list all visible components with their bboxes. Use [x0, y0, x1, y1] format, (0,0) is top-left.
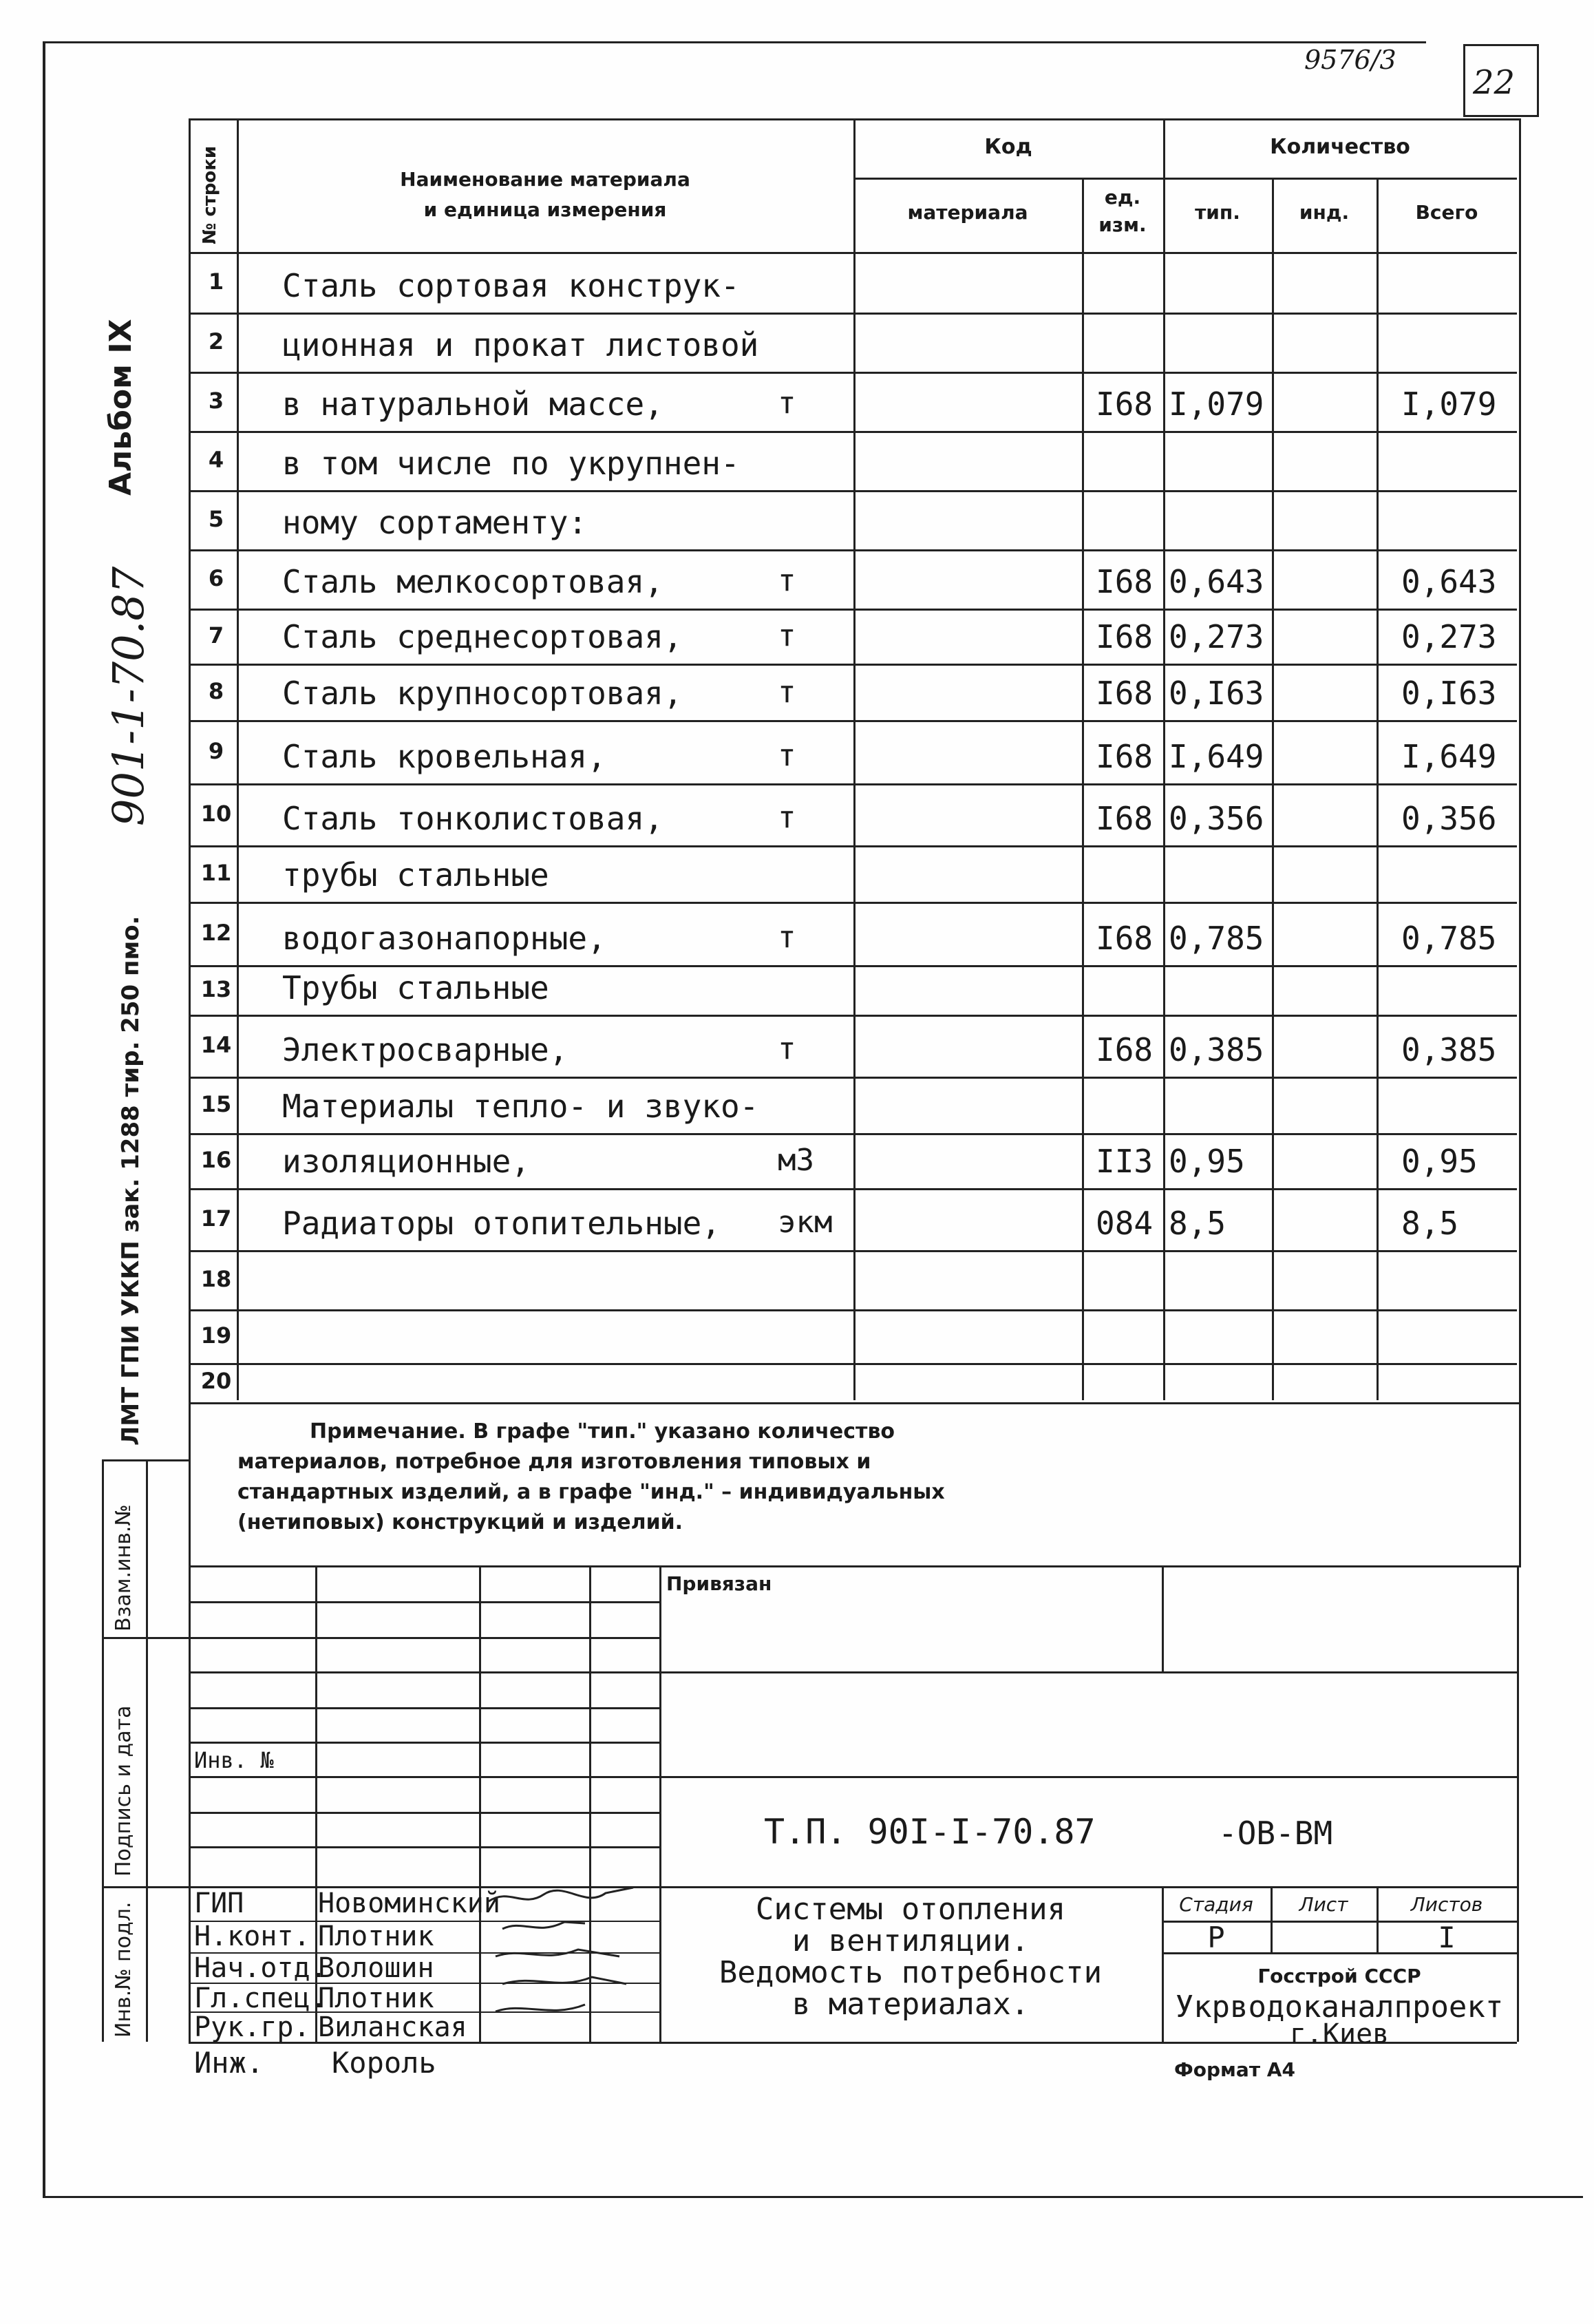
document-suffix: -ОВ-ВМ [1218, 1815, 1333, 1852]
row-unit: т [778, 738, 796, 773]
title-line1: Системы отопления [755, 1892, 1066, 1927]
staff-role: Гл.спец. [194, 1983, 327, 2014]
col-divider-typ [1272, 178, 1274, 1400]
staff-name: Король [332, 2046, 436, 2080]
row-qty-typ: I,649 [1169, 738, 1264, 775]
row-divider [189, 372, 1517, 374]
row-unit-code: I68 [1096, 618, 1154, 655]
header-unit-line2: изм. [1098, 213, 1147, 236]
col-divider-material [1082, 178, 1084, 1400]
row-number: 8 [208, 678, 224, 704]
row-qty-typ: 0,273 [1169, 618, 1264, 655]
stamp-vline [1162, 1565, 1164, 1671]
header-total: Всего [1415, 201, 1478, 224]
row-number: 15 [200, 1091, 232, 1117]
stamp-vline [479, 1565, 481, 2042]
row-divider [189, 609, 1517, 611]
row-unit-code: I68 [1096, 563, 1154, 600]
header-code: Код [984, 135, 1032, 159]
row-unit: т [778, 618, 796, 653]
staff-name: Виланская [318, 2011, 467, 2043]
row-number: 4 [208, 447, 224, 473]
side-strip-left [102, 1459, 104, 2042]
side-strip-top [102, 1459, 189, 1461]
row-number: 13 [200, 976, 232, 1002]
row-divider [189, 664, 1517, 666]
header-name-line2: и единица измерения [423, 198, 667, 221]
row-qty-total: 0,I63 [1401, 675, 1497, 712]
note-line2: материалов, потребное для изготовления типовых и [237, 1450, 871, 1474]
header-bottom-line [189, 252, 1517, 254]
row-qty-total: 0,95 [1401, 1143, 1478, 1180]
row-qty-total: I,649 [1401, 738, 1497, 775]
col-divider-ind [1377, 178, 1379, 1400]
row-number: 2 [208, 328, 224, 355]
top-border [43, 41, 1426, 43]
row-qty-total: I,079 [1401, 385, 1497, 423]
org-line2: Укрводоканалпроект [1175, 1989, 1504, 2025]
row-unit: т [778, 1031, 796, 1066]
row-number: 9 [208, 738, 224, 764]
note-line3: стандартных изделий, а в графе "инд." – индивидуальных [237, 1480, 945, 1504]
side-series: 901-1-70.87 [103, 566, 153, 826]
header-name-line1: Наименование материала [400, 168, 690, 191]
row-qty-total: 0,356 [1401, 800, 1497, 837]
row-qty-typ: 0,643 [1169, 563, 1264, 600]
row-divider [189, 549, 1517, 551]
row-number: 1 [208, 268, 224, 295]
row-number: 19 [200, 1322, 232, 1349]
row-qty-total: 0,273 [1401, 618, 1497, 655]
side-inventory: ЛМТ ГПИ УККП зак. 1288 тир. 250 пмо. [117, 916, 145, 1446]
row-number: 16 [200, 1147, 232, 1173]
col-divider-name [853, 118, 856, 1400]
row-unit: т [778, 563, 796, 598]
row-name: Сталь крупносортовая, [282, 675, 683, 712]
row-number: 20 [200, 1368, 232, 1394]
row-number: 10 [200, 801, 232, 827]
row-unit: м3 [778, 1143, 814, 1178]
row-divider [189, 845, 1517, 847]
row-qty-total: 0,643 [1401, 563, 1497, 600]
row-name: Трубы стальные [282, 969, 549, 1006]
row-divider [189, 720, 1517, 722]
stage-value: Р [1207, 1921, 1225, 1954]
row-divider [189, 490, 1517, 492]
note-line4: (нетиповых) конструкций и изделий. [237, 1510, 683, 1534]
sheets-value: I [1438, 1921, 1456, 1954]
row-name: в том числе по укрупнен- [282, 445, 740, 482]
org-line3: г.Киев [1289, 2018, 1390, 2050]
row-number: 6 [208, 565, 224, 591]
row-name: водогазонапорные, [282, 920, 606, 957]
row-unit: т [778, 920, 796, 955]
row-qty-typ: 0,356 [1169, 800, 1264, 837]
row-name: Сталь тонколистовая, [282, 800, 663, 837]
row-divider [189, 902, 1517, 904]
col-divider-code [1163, 118, 1165, 1400]
row-unit-code: I68 [1096, 385, 1154, 423]
row-name: Сталь сортовая конструк- [282, 267, 740, 304]
stamp-line [189, 1776, 1517, 1778]
row-number: 12 [200, 920, 232, 946]
row-divider [189, 1077, 1517, 1079]
header-typ: тип. [1195, 201, 1240, 224]
row-name: Сталь кровельная, [282, 738, 606, 775]
side-podpis-data: Подпись и дата [111, 1705, 136, 1877]
row-unit: т [778, 800, 796, 835]
staff-role: Инж. [194, 2046, 264, 2080]
signatures-drawing [482, 1881, 688, 2046]
row-name: в натуральной массе, [282, 385, 663, 423]
staff-name: Волошин [318, 1952, 434, 1984]
staff-name: Плотник [318, 1921, 434, 1952]
row-qty-total: 0,385 [1401, 1031, 1497, 1068]
row-number: 18 [200, 1266, 232, 1292]
archive-number: 9576/3 [1304, 45, 1396, 75]
staff-role: ГИП [194, 1888, 244, 1919]
stage-label: Стадия [1179, 1893, 1253, 1916]
row-divider [189, 431, 1517, 433]
side-album: Альбом IX [103, 319, 138, 496]
row-number: 14 [200, 1032, 232, 1058]
side-strip-mid [146, 1459, 148, 2042]
header-mid-line [853, 178, 1517, 180]
header-material: материала [907, 201, 1028, 224]
side-vzam-inv: Взам.инв.№ [111, 1504, 136, 1631]
inv-label: Инв. № [194, 1747, 274, 1773]
row-qty-typ: 8,5 [1169, 1205, 1226, 1242]
row-qty-total: 0,785 [1401, 920, 1497, 957]
note-line1: Примечание. В графе "тип." указано количество [310, 1419, 895, 1444]
row-number: 3 [208, 388, 224, 414]
row-unit-code: I68 [1096, 920, 1154, 957]
row-qty-typ: 0,785 [1169, 920, 1264, 957]
row-qty-total: 8,5 [1401, 1205, 1459, 1242]
org-line1: Госстрой СССР [1257, 1965, 1421, 1987]
row-unit-code: I68 [1096, 675, 1154, 712]
side-strip-right [189, 1459, 191, 2042]
staff-role: Нач.отд. [194, 1952, 327, 1984]
row-divider [189, 1363, 1517, 1365]
staff-role: Н.конт. [194, 1921, 310, 1952]
staff-name: Новоминский [318, 1888, 500, 1919]
staff-role: Рук.гр. [194, 2011, 310, 2043]
row-name: Радиаторы отопительные, [282, 1205, 721, 1242]
row-divider [189, 313, 1517, 315]
staff-name: Плотник [318, 1983, 434, 2014]
sheet-label: Лист [1299, 1893, 1348, 1916]
row-name: ционная и прокат листовой [282, 326, 759, 363]
row-divider [189, 965, 1517, 967]
row-name: трубы стальные [282, 856, 549, 894]
row-divider [189, 1309, 1517, 1311]
row-divider [189, 783, 1517, 785]
stamp-line [189, 1671, 1517, 1673]
row-divider [189, 1188, 1517, 1190]
side-strip-line [102, 1886, 189, 1888]
document-code: Т.П. 90I-I-70.87 [764, 1812, 1096, 1852]
row-number: 5 [208, 506, 224, 532]
row-name: Материалы тепло- и звуко- [282, 1088, 759, 1125]
row-unit-code: I68 [1096, 1031, 1154, 1068]
header-row-no: № строки [200, 145, 220, 244]
title-line4: в материалах. [791, 1987, 1030, 2022]
row-qty-typ: 0,95 [1169, 1143, 1245, 1180]
row-qty-typ: 0,385 [1169, 1031, 1264, 1068]
row-name: изоляционные, [282, 1143, 531, 1180]
header-quantity: Количество [1270, 135, 1410, 159]
side-inv-podl: Инв.№ подл. [111, 1901, 136, 2038]
row-divider [189, 1133, 1517, 1135]
row-unit-code: I68 [1096, 800, 1154, 837]
row-name: Сталь среднесортовая, [282, 618, 683, 655]
row-name: Сталь мелкосортовая, [282, 563, 663, 600]
title-line2: и вентиляции. [791, 1923, 1030, 1958]
row-divider [189, 1250, 1517, 1252]
row-name: ному сортаменту: [282, 504, 588, 541]
row-unit-code: II3 [1096, 1143, 1154, 1180]
format-label: Формат А4 [1174, 2058, 1295, 2081]
row-unit: экм [778, 1205, 833, 1240]
privyazan-label: Привязан [666, 1572, 772, 1595]
page-number: 22 [1473, 63, 1516, 102]
row-qty-typ: I,079 [1169, 385, 1264, 423]
row-name: Электросварные, [282, 1031, 568, 1068]
row-unit: т [778, 385, 796, 421]
side-strip-line [102, 1637, 189, 1639]
col-divider-rowno [237, 118, 239, 1400]
row-number: 17 [200, 1205, 232, 1232]
row-qty-typ: 0,I63 [1169, 675, 1264, 712]
row-number: 11 [200, 860, 232, 886]
header-unit-line1: ед. [1104, 186, 1141, 209]
stamp-vline [1517, 1565, 1519, 2042]
row-unit: т [778, 675, 796, 710]
row-divider [189, 1015, 1517, 1017]
row-unit-code: I68 [1096, 738, 1154, 775]
title-line3: Ведомость потребности [719, 1955, 1103, 1990]
header-ind: инд. [1299, 201, 1350, 224]
row-number: 7 [208, 622, 224, 648]
row-unit-code: 084 [1096, 1205, 1154, 1242]
sheets-label: Листов [1410, 1893, 1483, 1916]
